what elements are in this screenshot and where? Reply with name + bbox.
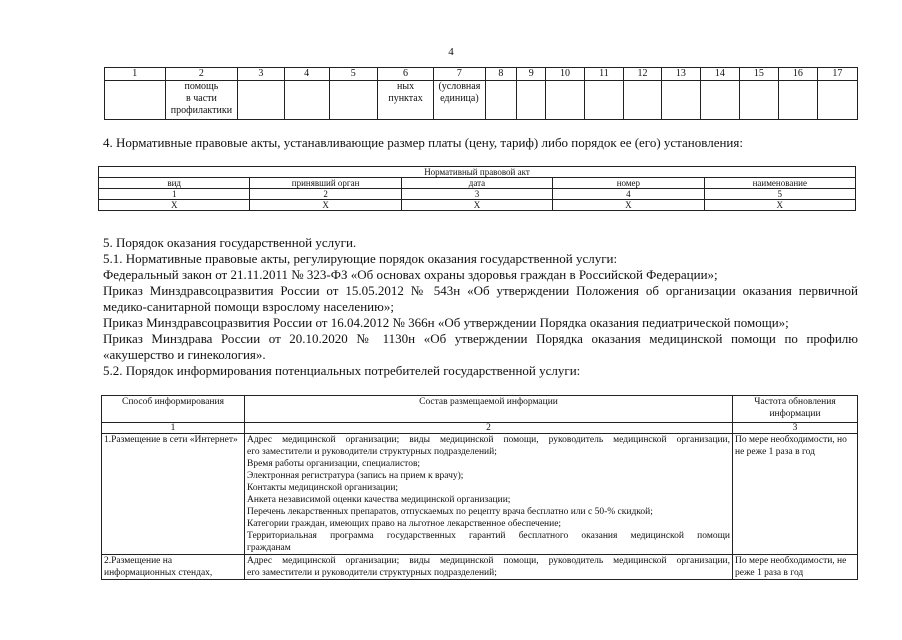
table-cell: X: [553, 200, 704, 211]
cell-col2: [165, 81, 238, 120]
cell-line: в части: [186, 93, 217, 104]
cell-col6: [377, 81, 433, 120]
table-cell: X: [704, 200, 855, 211]
col-number: 13: [661, 68, 700, 81]
column-header: наименование: [704, 178, 855, 189]
cell-line: пунктах: [388, 93, 423, 104]
column-header: Состав размещаемой информации: [245, 396, 733, 423]
cell-line: ных: [397, 81, 415, 92]
col-number: 7: [434, 68, 485, 81]
col-number: 15: [739, 68, 778, 81]
acts-table: [98, 166, 856, 211]
col-number: 9: [517, 68, 546, 81]
column-header: Способ информирования: [102, 396, 245, 423]
section4-heading: 4. Нормативные правовые акты, устанавливающие размер платы (цену, тариф) либо порядок ее (его) установления:: [103, 135, 743, 150]
table-cell: X: [99, 200, 250, 211]
content-line: Контакты медицинской организации;: [247, 483, 399, 493]
acts-table-title: Нормативный правовой акт: [99, 167, 856, 178]
section5-heading: 5. Порядок оказания государственной услуги.: [103, 235, 357, 250]
method-cell: 1.Размещение в сети «Интернет»: [102, 434, 245, 555]
col-number: 5: [329, 68, 377, 81]
contents-cell: [245, 434, 733, 555]
column-header: номер: [553, 178, 704, 189]
cell-line: (условная: [438, 81, 481, 92]
frequency-cell: По мере необходимости, но не реже 1 раза в год: [733, 434, 858, 555]
act-item: Федеральный закон от 21.11.2011 № 323-ФЗ «Об основах охраны здоровья граждан в Российской Федерации»;: [103, 267, 718, 282]
col-number: 2: [165, 68, 238, 81]
col-number: 6: [377, 68, 433, 81]
top-table: [104, 67, 858, 120]
column-header: принявший орган: [250, 178, 401, 189]
column-header: вид: [99, 178, 250, 189]
content-line: Время работы организации, специалистов;: [247, 459, 421, 469]
table-cell: X: [401, 200, 552, 211]
content-line: Анкета независимой оценки качества медицинской организации;: [247, 495, 511, 505]
col-number: 8: [485, 68, 517, 81]
acts-table-header-row: [99, 178, 856, 189]
act-item: Приказ Минздравсоцразвития России от 15.05.2012 № 543н «Об утверждении Положения об организации оказания первичной: [103, 283, 858, 298]
col-number: 1: [105, 68, 166, 81]
content-line: Адрес медицинской организации; виды медицинской помощи, руководитель медицинской организации,: [247, 435, 730, 445]
act-item: Приказ Минздрава России от 20.10.2020 № 1130н «Об утверждении Порядка оказания медицинской помощи по профилю: [103, 331, 858, 346]
content-line: Территориальная программа государственных гарантий бесплатного оказания медицинской помощи: [247, 531, 730, 541]
content-line: Перечень лекарственных препаратов, отпускаемых по рецепту врача бесплатно или с 50-% скидкой;: [247, 507, 653, 517]
table-row: [99, 200, 856, 211]
method-cell: 2.Размещение на информационных стендах,: [102, 555, 245, 580]
info-table-header-row: [102, 396, 858, 423]
col-number: 3: [733, 423, 858, 434]
col-number: 2: [250, 189, 401, 200]
col-number: 16: [778, 68, 817, 81]
section5-1-heading: 5.1. Нормативные правовые акты, регулирующие порядок оказания государственной услуги:: [103, 251, 618, 266]
col-number: 3: [401, 189, 552, 200]
column-header: Частота обновления информации: [733, 396, 858, 423]
content-line: Адрес медицинской организации; виды медицинской помощи, руководитель медицинской организации,: [247, 556, 730, 566]
col-number: 14: [700, 68, 739, 81]
info-table-number-row: [102, 423, 858, 434]
act-item: «акушерство и гинекология».: [103, 347, 266, 362]
col-number: 12: [623, 68, 661, 81]
page-number: 4: [448, 46, 454, 58]
col-number: 4: [553, 189, 704, 200]
col-number: 17: [817, 68, 857, 81]
info-table: [101, 395, 858, 580]
col-number: 3: [238, 68, 284, 81]
contents-cell: [245, 555, 733, 580]
act-item: Приказ Минздравсоцразвития России от 16.04.2012 № 366н «Об утверждении Порядка оказания педиатрической помощи»;: [103, 315, 789, 330]
column-header: дата: [401, 178, 552, 189]
col-number: 1: [99, 189, 250, 200]
cell-line: единица): [440, 93, 479, 104]
content-line: его заместители и руководители структурных подразделений;: [247, 447, 497, 457]
top-table-content-row: [105, 81, 858, 120]
content-line: Категории граждан, имеющих право на льготное лекарственное обеспечение;: [247, 519, 562, 529]
table-row: [102, 434, 858, 555]
col-number: 1: [102, 423, 245, 434]
acts-table-number-row: [99, 189, 856, 200]
frequency-cell: По мере необходимости, не реже 1 раза в год: [733, 555, 858, 580]
content-line: Электронная регистратура (запись на прием к врачу);: [247, 471, 464, 481]
cell-line: помощь: [184, 81, 219, 92]
top-table-number-row: [105, 68, 858, 81]
table-row: [102, 555, 858, 580]
cell-line: профилактики: [170, 105, 233, 116]
col-number: 11: [585, 68, 624, 81]
act-item: медико-санитарной помощи взрослому населению»;: [103, 299, 394, 314]
col-number: 4: [284, 68, 329, 81]
content-line: его заместители и руководители структурных подразделений;: [247, 568, 497, 578]
section5-2-heading: 5.2. Порядок информирования потенциальных потребителей государственной услуги:: [103, 363, 581, 378]
col-number: 10: [546, 68, 585, 81]
col-number: 5: [704, 189, 855, 200]
col-number: 2: [245, 423, 733, 434]
cell-col7: [434, 81, 485, 120]
table-cell: X: [250, 200, 401, 211]
content-line: гражданам: [247, 543, 291, 553]
